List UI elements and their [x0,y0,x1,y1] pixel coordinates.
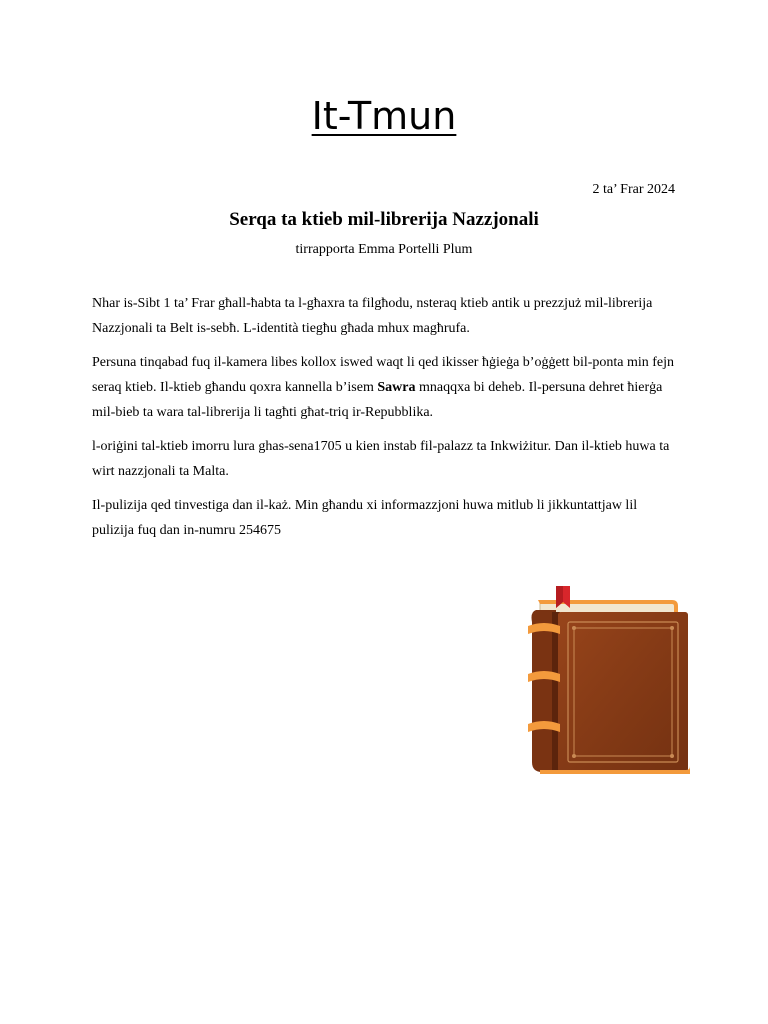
article-headline: Serqa ta ktieb mil-librerija Nazzjonali [229,209,539,230]
book-name-bold: Sawra [377,380,416,395]
article-paragraph-4: Il-pulizija qed tinvestiga dan il-każ. Min għandu xi informazzjoni huwa mitlub li jikkuntattjaw lil pulizija fuq dan in-numru 254675 [92,498,638,538]
newspaper-masthead [0,92,768,140]
article-body [92,291,682,552]
book-icon [526,582,692,774]
article-date: 2 ta’ Frar 2024 [592,182,675,197]
article-paragraph-2 [92,350,682,425]
article-paragraph-3: l-oriġini tal-ktieb imorru lura ghas-sena1705 u kien instab fil-palazz ta Inkwiżitur. Dan il-ktieb huwa ta wirt nazzjonali ta Malta. [92,439,670,479]
article-paragraph-1: Nhar is-Sibt 1 ta’ Frar għall-ħabta ta l-għaxra ta filgħodu, nsteraq ktieb antik u prezzjuż mil-librerija Nazzjonali ta Belt is-sebħ. L-identità tiegħu għada mhux magħrufa. [92,296,653,336]
article-byline: tirrapporta Emma Portelli Plum [295,242,473,257]
masthead-title: It-Tmun [311,94,457,138]
paragraph-2-text-end: mnaqqxa bi deheb. Il-persuna dehret ħierġa mil-bieb ta wara tal-librerija li tagħti għat-triq ir-Repubblika. [92,380,663,420]
paragraph-2-text-start: Persuna tinqabad fuq il-kamera libes kollox iswed waqt li qed ikisser ħġieġa b’oġġett bil-ponta min fejn seraq ktieb. Il-ktieb għandu qoxra kannella b’isem [92,355,675,395]
